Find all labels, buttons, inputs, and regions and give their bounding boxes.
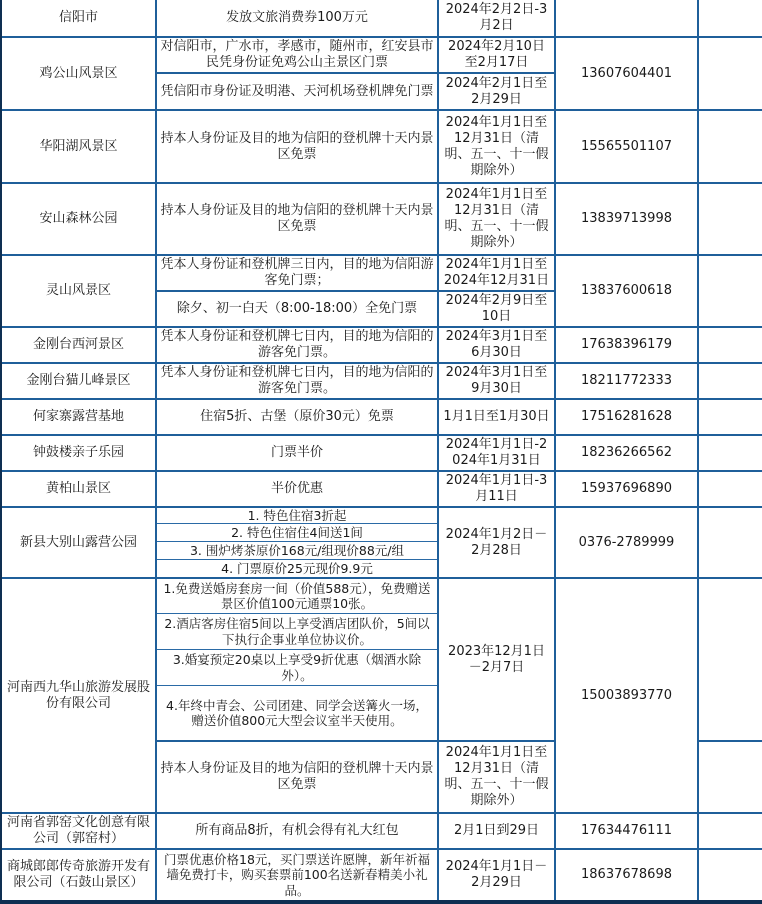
table-row-name: 安山森林公园: [39, 211, 118, 226]
date-cell: 2024年1月1日-3月11日: [445, 473, 548, 504]
offer-cell: 发放文旅消费券100万元: [226, 10, 368, 25]
phone-cell: 15003893770: [581, 687, 672, 703]
date-cell: 2024年2月1日至2月29日: [445, 75, 548, 107]
table-row-name: 河南西九华山旅游发展股份有限公司: [6, 679, 150, 711]
table-row-name: 信阳市: [58, 10, 98, 25]
date-cell: 1月1日至1月30日: [443, 409, 550, 424]
offer-cell: 持本人身份证及目的地为信阳的登机牌十天内景区免票: [160, 130, 434, 162]
date-cell: 2024年2月9日至10日: [445, 293, 548, 324]
date-cell: 2023年12月1日－2月7日: [448, 643, 545, 675]
offer-item: 4.年终中青会、公司团建、同学会送篝火一场，赠送价值800元大型会议室半天使用。: [166, 697, 428, 728]
offer-cell: 所有商品8折，有机会得有礼大红包: [195, 823, 399, 838]
table-row-name: 商城郎郎传奇旅游开发有限公司（石鼓山景区）: [6, 859, 150, 890]
date-cell: 2024年1月1日－2月29日: [445, 859, 548, 890]
offer-item: 2. 特色住宿住4间送1间: [231, 524, 363, 540]
date-cell: 2024年3月1日至9月30日: [445, 365, 548, 396]
offer-cell: 门票优惠价格18元，买门票送许愿牌，新年祈福墙免费打卡，购买套票前100名送新春精美小礼品。: [164, 851, 430, 898]
date-cell: 2024年1月1日至12月31日（清明、五一、十一假期除外）: [444, 745, 549, 808]
table-row-name: 鸡公山风景区: [39, 65, 118, 81]
offer-cell: 除夕、初一白天（8:00-18:00）全免门票: [176, 301, 418, 316]
table-row-name: 灵山风景区: [45, 283, 111, 298]
table-row-name: 河南省郭窑文化创意有限公司（郭窑村）: [6, 815, 150, 846]
phone-cell: 13839713998: [581, 211, 672, 226]
table-row-name: 新县大别山露营公园: [19, 534, 137, 550]
offer-cell: 凭本人身份证和登机牌七日内，目的地为信阳的游客免门票。: [160, 329, 434, 360]
table-row-name: 金刚台猫儿峰景区: [26, 373, 131, 388]
offer-item: 4. 门票原价25元现价9.9元: [221, 560, 373, 576]
table-row-name: 何家寨露营基地: [32, 409, 124, 424]
table-row-name: 黄柏山景区: [45, 481, 111, 496]
date-cell: 2024年1月1日至12月31日（清明、五一、十一假期除外）: [444, 187, 549, 250]
phone-cell: 17516281628: [581, 409, 672, 424]
offer-cell: 凭本人身份证和登机牌三日内，目的地为信阳游客免门票；: [160, 257, 434, 288]
date-cell: 2月1日到29日: [453, 823, 540, 838]
offer-item: 3. 围炉烤茶原价168元/组现价88元/组: [189, 542, 405, 558]
offer-item: 2.酒店客房住宿5间以上享受酒店团队价，5间以下执行企事业单位协议价。: [164, 616, 430, 647]
date-cell: 2024年2月2日-3月2日: [445, 2, 548, 33]
phone-cell: 18236266562: [581, 445, 672, 460]
phone-cell: 17634476111: [581, 823, 672, 838]
date-cell: 2024年1月1日至2024年12月31日: [443, 257, 550, 288]
date-cell: 2024年1月2日－2月28日: [445, 526, 548, 558]
offer-cell: 住宿5折、古堡（原价30元）免票: [200, 409, 394, 424]
offer-cell: 凭本人身份证和登机牌七日内，目的地为信阳的游客免门票。: [160, 365, 434, 396]
phone-cell: 17638396179: [581, 337, 672, 352]
date-cell: 2024年3月1日至6月30日: [445, 329, 548, 360]
phone-cell: 13837600618: [581, 283, 672, 298]
date-cell: 2024年1月1日-2024年1月31日: [445, 437, 548, 468]
offer-cell: 门票半价: [270, 445, 323, 460]
phone-cell: 13607604401: [581, 65, 672, 81]
offer-item: 1.免费送婚房套房一间（价值588元），免费赠送景区价值100元通票10张。: [163, 580, 431, 611]
offer-cell: 对信阳市，广水市，孝感市，随州市，红安县市民凭身份证免鸡公山主景区门票: [160, 39, 434, 70]
offer-cell: 持本人身份证及目的地为信阳的登机牌十天内景区免票: [160, 203, 434, 234]
phone-cell: 18637678698: [581, 867, 672, 882]
date-cell: 2024年1月1日至12月31日（清明、五一、十一假期除外）: [444, 114, 549, 178]
table-row-name: 金刚台西河景区: [32, 337, 124, 352]
offer-cell: 凭信阳市身份证及明港、天河机场登机牌免门票: [160, 83, 434, 99]
table-row-name: 钟鼓楼亲子乐园: [32, 445, 124, 460]
offer-item: 1. 特色住宿3折起: [247, 508, 347, 523]
date-cell: 2024年2月10日至2月17日: [448, 39, 545, 70]
phone-cell: 15937696890: [581, 481, 672, 496]
offer-cell: 半价优惠: [270, 481, 323, 496]
phone-cell: 18211772333: [581, 373, 672, 388]
offer-cell: 持本人身份证及目的地为信阳的登机牌十天内景区免票: [160, 761, 434, 792]
table-row-name: 华阳湖风景区: [39, 138, 118, 154]
phone-cell: 15565501107: [581, 138, 672, 154]
offer-item: 3.婚宴预定20桌以上享受9折优惠（烟酒水除外）。: [172, 652, 422, 683]
phone-cell: 0376-2789999: [578, 534, 675, 550]
